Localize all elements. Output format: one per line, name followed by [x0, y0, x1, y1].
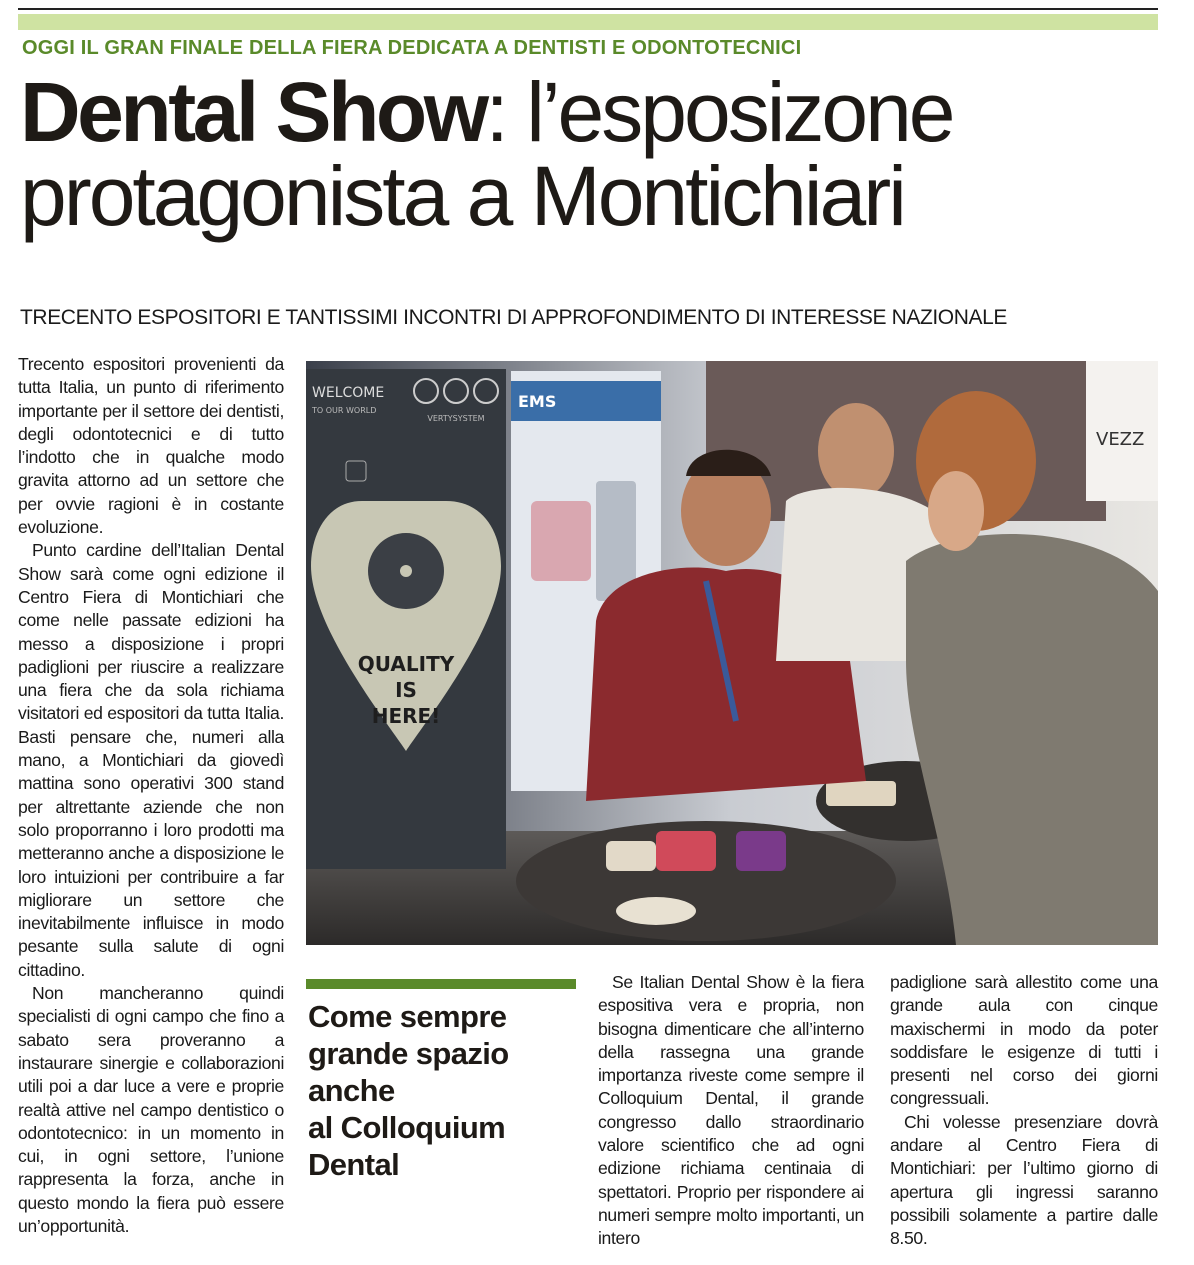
column-3	[598, 971, 864, 1251]
headline-bold: Dental Show	[20, 65, 486, 159]
banner-slogan-3: HERE!	[371, 704, 441, 728]
right-brand: VEZZ	[1096, 429, 1145, 450]
pullquote-line: anche	[308, 1073, 395, 1108]
headline-rest: : l’esposizone	[485, 65, 953, 159]
top-rule	[18, 8, 1158, 10]
pullquote-line: Dental	[308, 1147, 400, 1182]
section-color-bar	[18, 14, 1158, 30]
pullquote-line: grande spazio	[308, 1036, 509, 1071]
banner-brand: VERTYSYSTEM	[427, 414, 485, 423]
paragraph: Chi volesse presenziare dovrà andare al Centro Fiera di Montichiari: per l’ultimo giorno di apertura gli ingressi saranno possibili solamente a partire dalle 8.50.	[890, 1111, 1158, 1249]
pullquote-line: al Colloquium	[308, 1110, 506, 1145]
paragraph: Trecento espositori provenienti da tutta Italia, un punto di riferimento importante per il settore dei dentisti, degli odontotecnici e di tutto l’indotto che in qualche modo gravita attorno ad un settore che per ovvie ragioni è in costante evoluzione.	[18, 354, 284, 538]
banner-left	[311, 385, 384, 415]
headline-line-2: protagonista a Montichiari	[20, 149, 904, 243]
paragraph: Punto cardine dell’Italian Dental Show sarà come ogni edizione il Centro Fiera di Montichiari che come nelle passate edizioni ha messo a disposizione i propri padiglioni per riuscire a realizzare una fiera che da sola richiama visitatori ed espositori da tutta Italia. Basti pensare che, numeri alla mano, a Montichiari da giovedì mattina sono operativi 300 stand per altrettante aziende che non solo proporranno i loro prodotti ma metteranno anche a disposizione le loro intuizioni per contribuire a far migliorare un settore che inevitabilmente influisce in modo pesante sulla salute di ogni cittadino.	[18, 540, 284, 980]
pullquote-line: Come sempre	[308, 999, 507, 1034]
banner-slogan-1: QUALITY	[357, 652, 455, 676]
paragraph: Se Italian Dental Show è la fiera espositiva vera e propria, non bisogna dimenticare che all’interno della rassegna una grande importanza riveste come sempre il Colloquium Dental, il grande congresso dallo straordinario valore scientifico che ad ogni edizione richiama centinaia di spettatori. Proprio per rispondere ai numeri sempre molto importanti, un intero	[598, 972, 864, 1249]
pullquote	[308, 998, 578, 1183]
subheadline: TRECENTO ESPOSITORI E TANTISSIMI INCONTRI DI APPROFONDIMENTO DI INTERESSE NAZIONALE	[20, 306, 1008, 329]
banner-welcome: WELCOME	[312, 385, 385, 401]
banner-slogan-2: IS	[395, 678, 417, 702]
panel-brand: EMS	[518, 392, 557, 411]
article-photo	[306, 361, 1158, 945]
paragraph: Non mancheranno quindi specialisti di ogni campo che fino a sabato sera proveranno a instaurare sinergie e collaborazioni utili poi a dar luce a vere e proprie realtà attive nel campo dentistico o odontotecnico: in un momento in cui, in ogni settore, l’unione rappresenta la forza, anche in questo mondo la fiera può essere un’opportunità.	[18, 983, 284, 1236]
paragraph: padiglione sarà allestito come una grande aula con cinque maxischermi in modo da poter soddisfare le esigenze di tutti i presenti nel corso dei giorni congressuali.	[890, 972, 1158, 1109]
kicker: OGGI IL GRAN FINALE DELLA FIERA DEDICATA A DENTISTI E ODONTOTECNICI	[22, 37, 802, 59]
banner-welcome-sub: TO OUR WORLD	[312, 406, 377, 415]
headline	[20, 65, 1170, 243]
column-1	[18, 353, 284, 1238]
column-4	[890, 971, 1158, 1251]
headline-line-1	[20, 65, 1170, 159]
pullquote-rule	[306, 979, 576, 989]
